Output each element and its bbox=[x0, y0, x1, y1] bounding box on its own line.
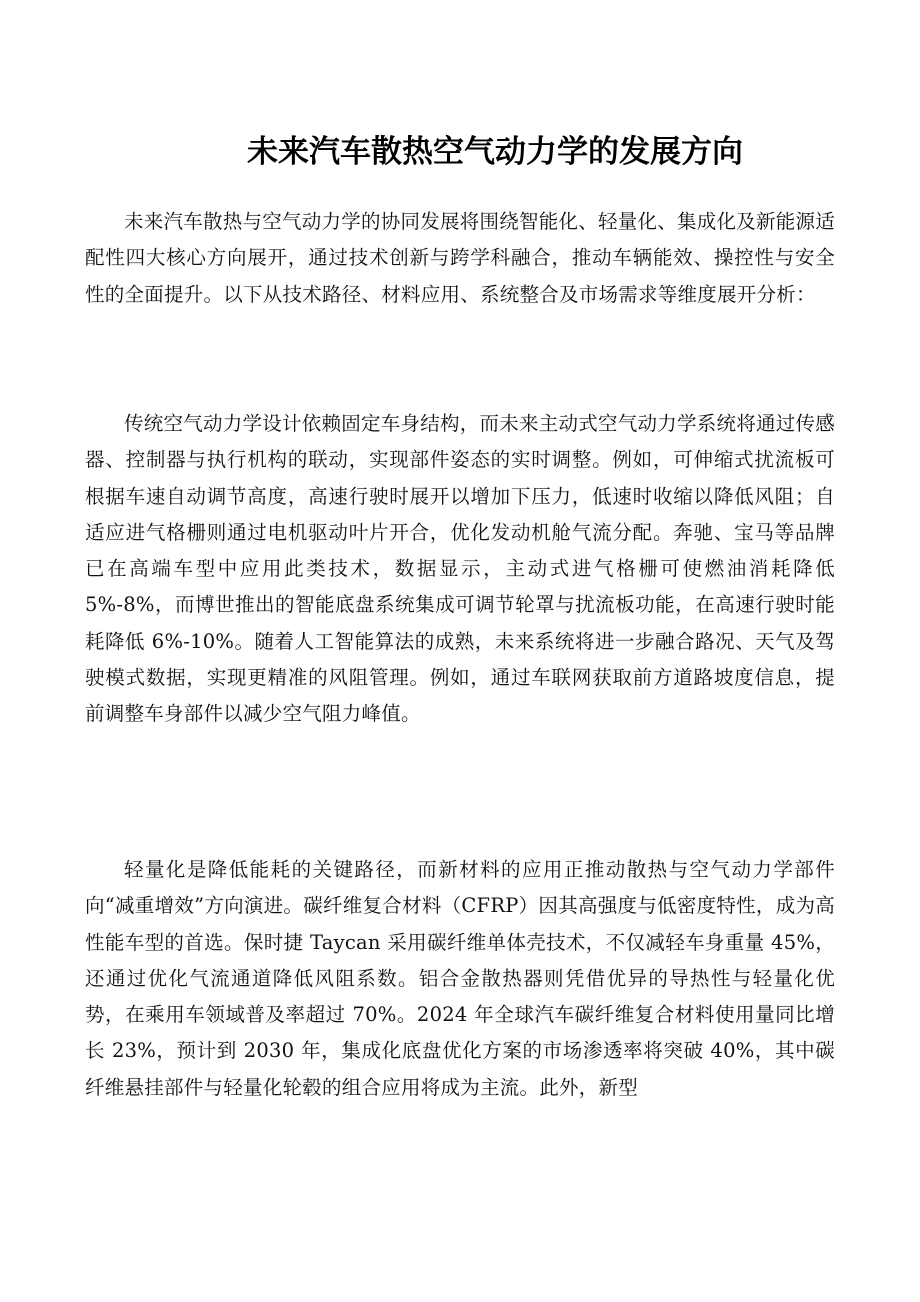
page-title: 未来汽车散热空气动力学的发展方向 bbox=[247, 134, 743, 170]
paragraph-intro: 未来汽车散热与空气动力学的协同发展将围绕智能化、轻量化、集成化及新能源适配性四大核心方向展开，通过技术创新与跨学科融合，推动车辆能效、操控性与安全性的全面提升。以下从技术路径、材料应用、系统整合及市场需求等维度展开分析： bbox=[85, 210, 836, 306]
paragraph-lightweight-materials: 轻量化是降低能耗的关键路径，而新材料的应用正推动散热与空气动力学部件向“减重增效”方向演进。碳纤维复合材料（CFRP）因其高强度与低密度特性，成为高性能车型的首选。保时捷 Taycan 采用碳纤维单体壳技术，不仅减轻车身重量 45%，还通过优化气流通道降低风阻系数。铝合金散热器则凭借优异的导热性与轻量化优势，在乘用车领域普及率超过 70%。2024 年全球汽车碳纤维复合材料使用量同比增长 23%，预计到 2030 年，集成化底盘优化方案的市场渗透率将突破 40%，其中碳纤维悬挂部件与轻量化轮毂的组合应用将成为主流。此外，新型 bbox=[85, 858, 835, 1099]
paragraph-active-aerodynamics: 传统空气动力学设计依赖固定车身结构，而未来主动式空气动力学系统将通过传感器、控制器与执行机构的联动，实现部件姿态的实时调整。例如，可伸缩式扰流板可根据车速自动调节高度，高速行驶时展开以增加下压力，低速时收缩以降低风阻；自适应进气格栅则通过电机驱动叶片开合，优化发动机舱气流分配。奔驰、宝马等品牌已在高端车型中应用此类技术，数据显示，主动式进气格栅可使燃油消耗降低 5%-8%，而博世推出的智能底盘系统集成可调节轮罩与扰流板功能，在高速行驶时能耗降低 6%-10%。随着人工智能算法的成熟，未来系统将进一步融合路况、天气及驾驶模式数据，实现更精准的风阻管理。例如，通过车联网获取前方道路坡度信息，提前调整车身部件以减少空气阻力峰值。 bbox=[85, 412, 836, 726]
